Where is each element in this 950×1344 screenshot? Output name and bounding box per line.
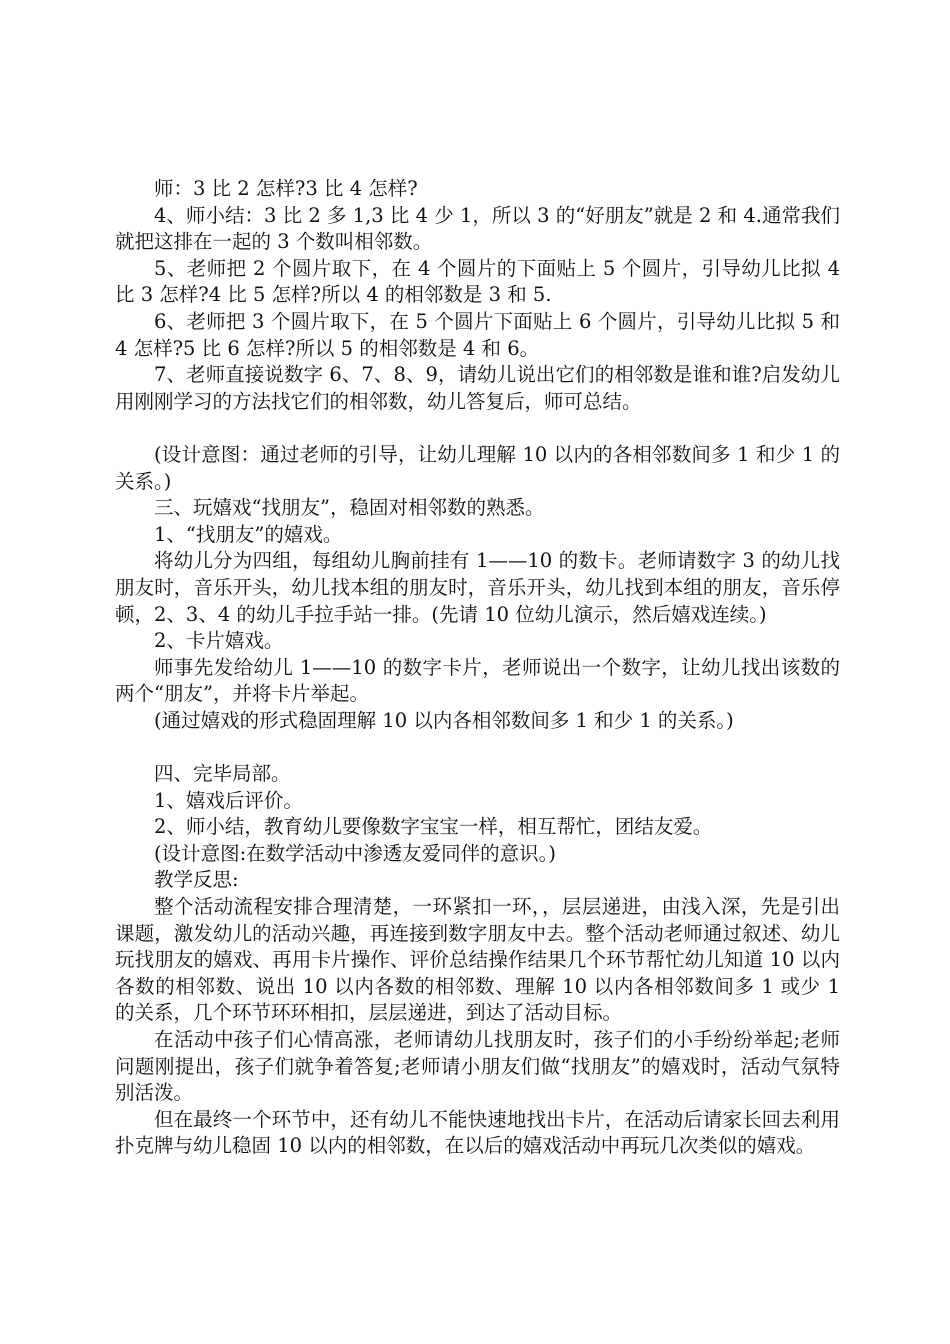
paragraph: 整个活动流程安排合理清楚，一环紧扣一环，，层层递进，由浅入深，先是引出课题，激发幼儿的活动兴趣，再连接到数字朋友中去。整个活动老师通过叙述、幼儿玩找朋友的嬉戏、再用卡片操作、评价总结操作结果几个环节帮忙幼儿知道 10 以内各数的相邻数、说出 10 以内各数的相邻数、理解 10 以内各相邻数间多 1 或少 1 的关系，几个环节环环相扣，层层递进，到达了活动目标。 (115, 895, 840, 1025)
paragraph: 将幼儿分为四组，每组幼儿胸前挂有 1——10 的数卡。老师请数字 3 的幼儿找朋友时，音乐开头，幼儿找本组的朋友时，音乐开头，幼儿找到本组的朋友，音乐停顿，2、3、4 的幼儿手拉手站一排。(先请 10 位幼儿演示，然后嬉戏连续。) (115, 549, 840, 626)
paragraph: 1、“找朋友”的嬉戏。 (154, 522, 343, 546)
paragraph: 在活动中孩子们心情高涨，老师请幼儿找朋友时，孩子们的小手纷纷举起;老师问题刚提出，孩子们就争着答复;老师请小朋友们做“找朋友”的嬉戏时，活动气氛特别活泼。 (115, 1028, 840, 1105)
paragraph: 7、老师直接说数字 6、7、8、9，请幼儿说出它们的相邻数是谁和谁?启发幼儿用刚刚学习的方法找它们的相邻数，幼儿答复后，师可总结。 (115, 363, 840, 413)
paragraph: (通过嬉戏的形式稳固理解 10 以内各相邻数间多 1 和少 1 的关系。) (154, 708, 734, 732)
paragraph: 5、老师把 2 个圆片取下，在 4 个圆片的下面贴上 5 个圆片，引导幼儿比拟 4 比 3 怎样?4 比 5 怎样?所以 4 的相邻数是 3 和 5. (115, 256, 840, 307)
paragraph: 师事先发给幼儿 1——10 的数字卡片，老师说出一个数字，让幼儿找出该数的两个“朋友”，并将卡片举起。 (115, 655, 840, 706)
paragraph-gap (115, 415, 840, 442)
paragraph: 6、老师把 3 个圆片取下，在 5 个圆片下面贴上 6 个圆片，引导幼儿比拟 5 和 4 怎样?5 比 6 怎样?所以 5 的相邻数是 4 和 6。 (115, 309, 840, 360)
section-heading: 三、玩嬉戏“找朋友”，稳固对相邻数的熟悉。 (154, 496, 545, 520)
paragraph: 师：3 比 2 怎样?3 比 4 怎样? (154, 177, 418, 200)
paragraph: 2、卡片嬉戏。 (154, 629, 284, 653)
paragraph: (设计意图：通过老师的引导，让幼儿理解 10 以内的各相邻数间多 1 和少 1 的关系。) (115, 442, 840, 493)
section-heading: 四、完毕局部。 (154, 762, 291, 786)
paragraph: 4、师小结：3 比 2 多 1,3 比 4 少 1，所以 3 的“好朋友”就是 2 和 4.通常我们就把这排在一起的 3 个数叫相邻数。 (115, 203, 840, 254)
paragraph-gap (115, 734, 840, 761)
paragraph: 1、嬉戏后评价。 (154, 788, 303, 812)
document-body (115, 176, 840, 1160)
paragraph: (设计意图:在数学活动中渗透友爱同伴的意识。) (154, 841, 557, 865)
paragraph: 但在最终一个环节中，还有幼儿不能快速地找出卡片，在活动后请家长回去利用扑克牌与幼儿稳固 10 以内的相邻数，在以后的嬉戏活动中再玩几次类似的嬉戏。 (115, 1107, 840, 1158)
section-heading: 教学反思: (154, 868, 239, 892)
paragraph: 2、师小结，教育幼儿要像数字宝宝一样，相互帮忙，团结友爱。 (154, 815, 713, 839)
